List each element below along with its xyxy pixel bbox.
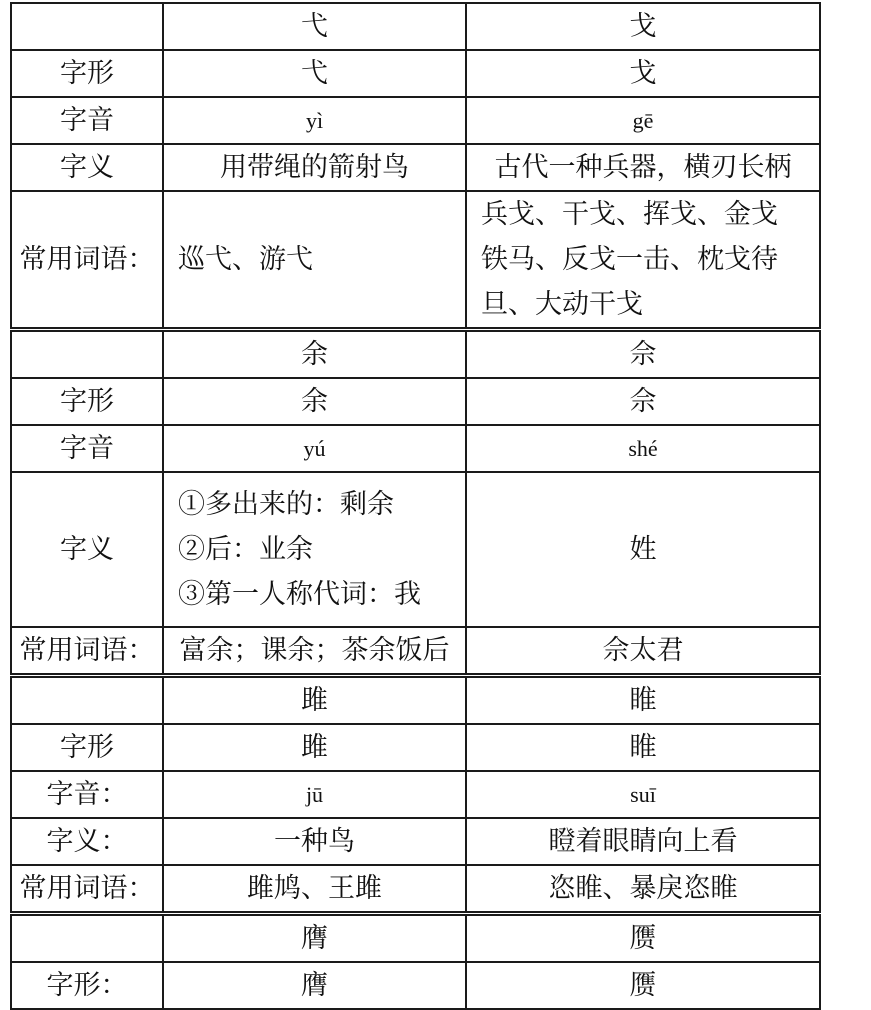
row-label: 常用词语： bbox=[11, 627, 163, 676]
cell-b: 戈 bbox=[466, 50, 820, 97]
row-label: 字音 bbox=[11, 97, 163, 144]
table-row bbox=[11, 472, 820, 627]
phrases-b: 佘太君 bbox=[466, 627, 820, 676]
table-row bbox=[11, 425, 820, 472]
phrase-line: 铁马、反戈一击、枕戈待 bbox=[481, 244, 778, 275]
meaning-b: 古代一种兵器，横刃长柄 bbox=[466, 144, 820, 191]
table-row bbox=[11, 865, 820, 914]
meaning-b: 姓 bbox=[466, 472, 820, 627]
meaning-line: ①多出来的：剩余 bbox=[178, 489, 394, 520]
phrases-b bbox=[466, 191, 820, 330]
table-row bbox=[11, 818, 820, 865]
header-char-b: 赝 bbox=[466, 914, 820, 963]
row-label: 字义： bbox=[11, 818, 163, 865]
row-label: 字音： bbox=[11, 771, 163, 818]
pinyin-a: yú bbox=[163, 425, 466, 472]
row-label: 字形 bbox=[11, 378, 163, 425]
header-char-b: 戈 bbox=[466, 3, 820, 50]
cell-b: 睢 bbox=[466, 724, 820, 771]
table-row bbox=[11, 378, 820, 425]
meaning-a: 一种鸟 bbox=[163, 818, 466, 865]
table-row bbox=[11, 627, 820, 676]
table-row-header bbox=[11, 3, 820, 50]
phrases-a: 雎鸠、王雎 bbox=[163, 865, 466, 914]
row-label: 字义 bbox=[11, 472, 163, 627]
meaning-line: ③第一人称代词：我 bbox=[178, 579, 421, 610]
table-row bbox=[11, 962, 820, 1009]
phrase-line: 兵戈、干戈、挥戈、金戈 bbox=[481, 199, 778, 230]
pinyin-b: gē bbox=[466, 97, 820, 144]
phrases-a: 巡弋、游弋 bbox=[163, 191, 466, 330]
cell-a: 雎 bbox=[163, 724, 466, 771]
header-char-a: 膺 bbox=[163, 914, 466, 963]
table-row bbox=[11, 97, 820, 144]
header-char-a: 余 bbox=[163, 330, 466, 379]
table-row bbox=[11, 191, 820, 330]
empty-cell bbox=[11, 3, 163, 50]
header-char-b: 佘 bbox=[466, 330, 820, 379]
row-label: 字义 bbox=[11, 144, 163, 191]
phrases-b: 恣睢、暴戾恣睢 bbox=[466, 865, 820, 914]
table-row-header bbox=[11, 914, 820, 963]
pinyin-a: yì bbox=[163, 97, 466, 144]
table-row bbox=[11, 771, 820, 818]
row-label: 字形 bbox=[11, 50, 163, 97]
row-label: 字形 bbox=[11, 724, 163, 771]
table-row-header bbox=[11, 676, 820, 725]
row-label: 字音 bbox=[11, 425, 163, 472]
header-char-a: 弋 bbox=[163, 3, 466, 50]
phrase-line: 旦、大动干戈 bbox=[481, 289, 643, 320]
table-row bbox=[11, 724, 820, 771]
cell-a: 膺 bbox=[163, 962, 466, 1009]
cell-a: 余 bbox=[163, 378, 466, 425]
cell-a: 弋 bbox=[163, 50, 466, 97]
cell-b: 赝 bbox=[466, 962, 820, 1009]
meaning-line: ②后：业余 bbox=[178, 534, 313, 565]
pinyin-b: shé bbox=[466, 425, 820, 472]
row-label: 常用词语： bbox=[11, 865, 163, 914]
pinyin-a: jū bbox=[163, 771, 466, 818]
phrases-a: 富余；课余；茶余饭后 bbox=[163, 627, 466, 676]
empty-cell bbox=[11, 330, 163, 379]
pinyin-b: suī bbox=[466, 771, 820, 818]
row-label: 常用词语： bbox=[11, 191, 163, 330]
empty-cell bbox=[11, 914, 163, 963]
table-row bbox=[11, 144, 820, 191]
header-char-b: 睢 bbox=[466, 676, 820, 725]
character-comparison-table bbox=[10, 2, 821, 1010]
table-row bbox=[11, 50, 820, 97]
meaning-b: 瞪着眼睛向上看 bbox=[466, 818, 820, 865]
row-label: 字形： bbox=[11, 962, 163, 1009]
cell-b: 佘 bbox=[466, 378, 820, 425]
header-char-a: 雎 bbox=[163, 676, 466, 725]
meaning-a: 用带绳的箭射鸟 bbox=[163, 144, 466, 191]
empty-cell bbox=[11, 676, 163, 725]
meaning-a bbox=[163, 472, 466, 627]
table-row-header bbox=[11, 330, 820, 379]
